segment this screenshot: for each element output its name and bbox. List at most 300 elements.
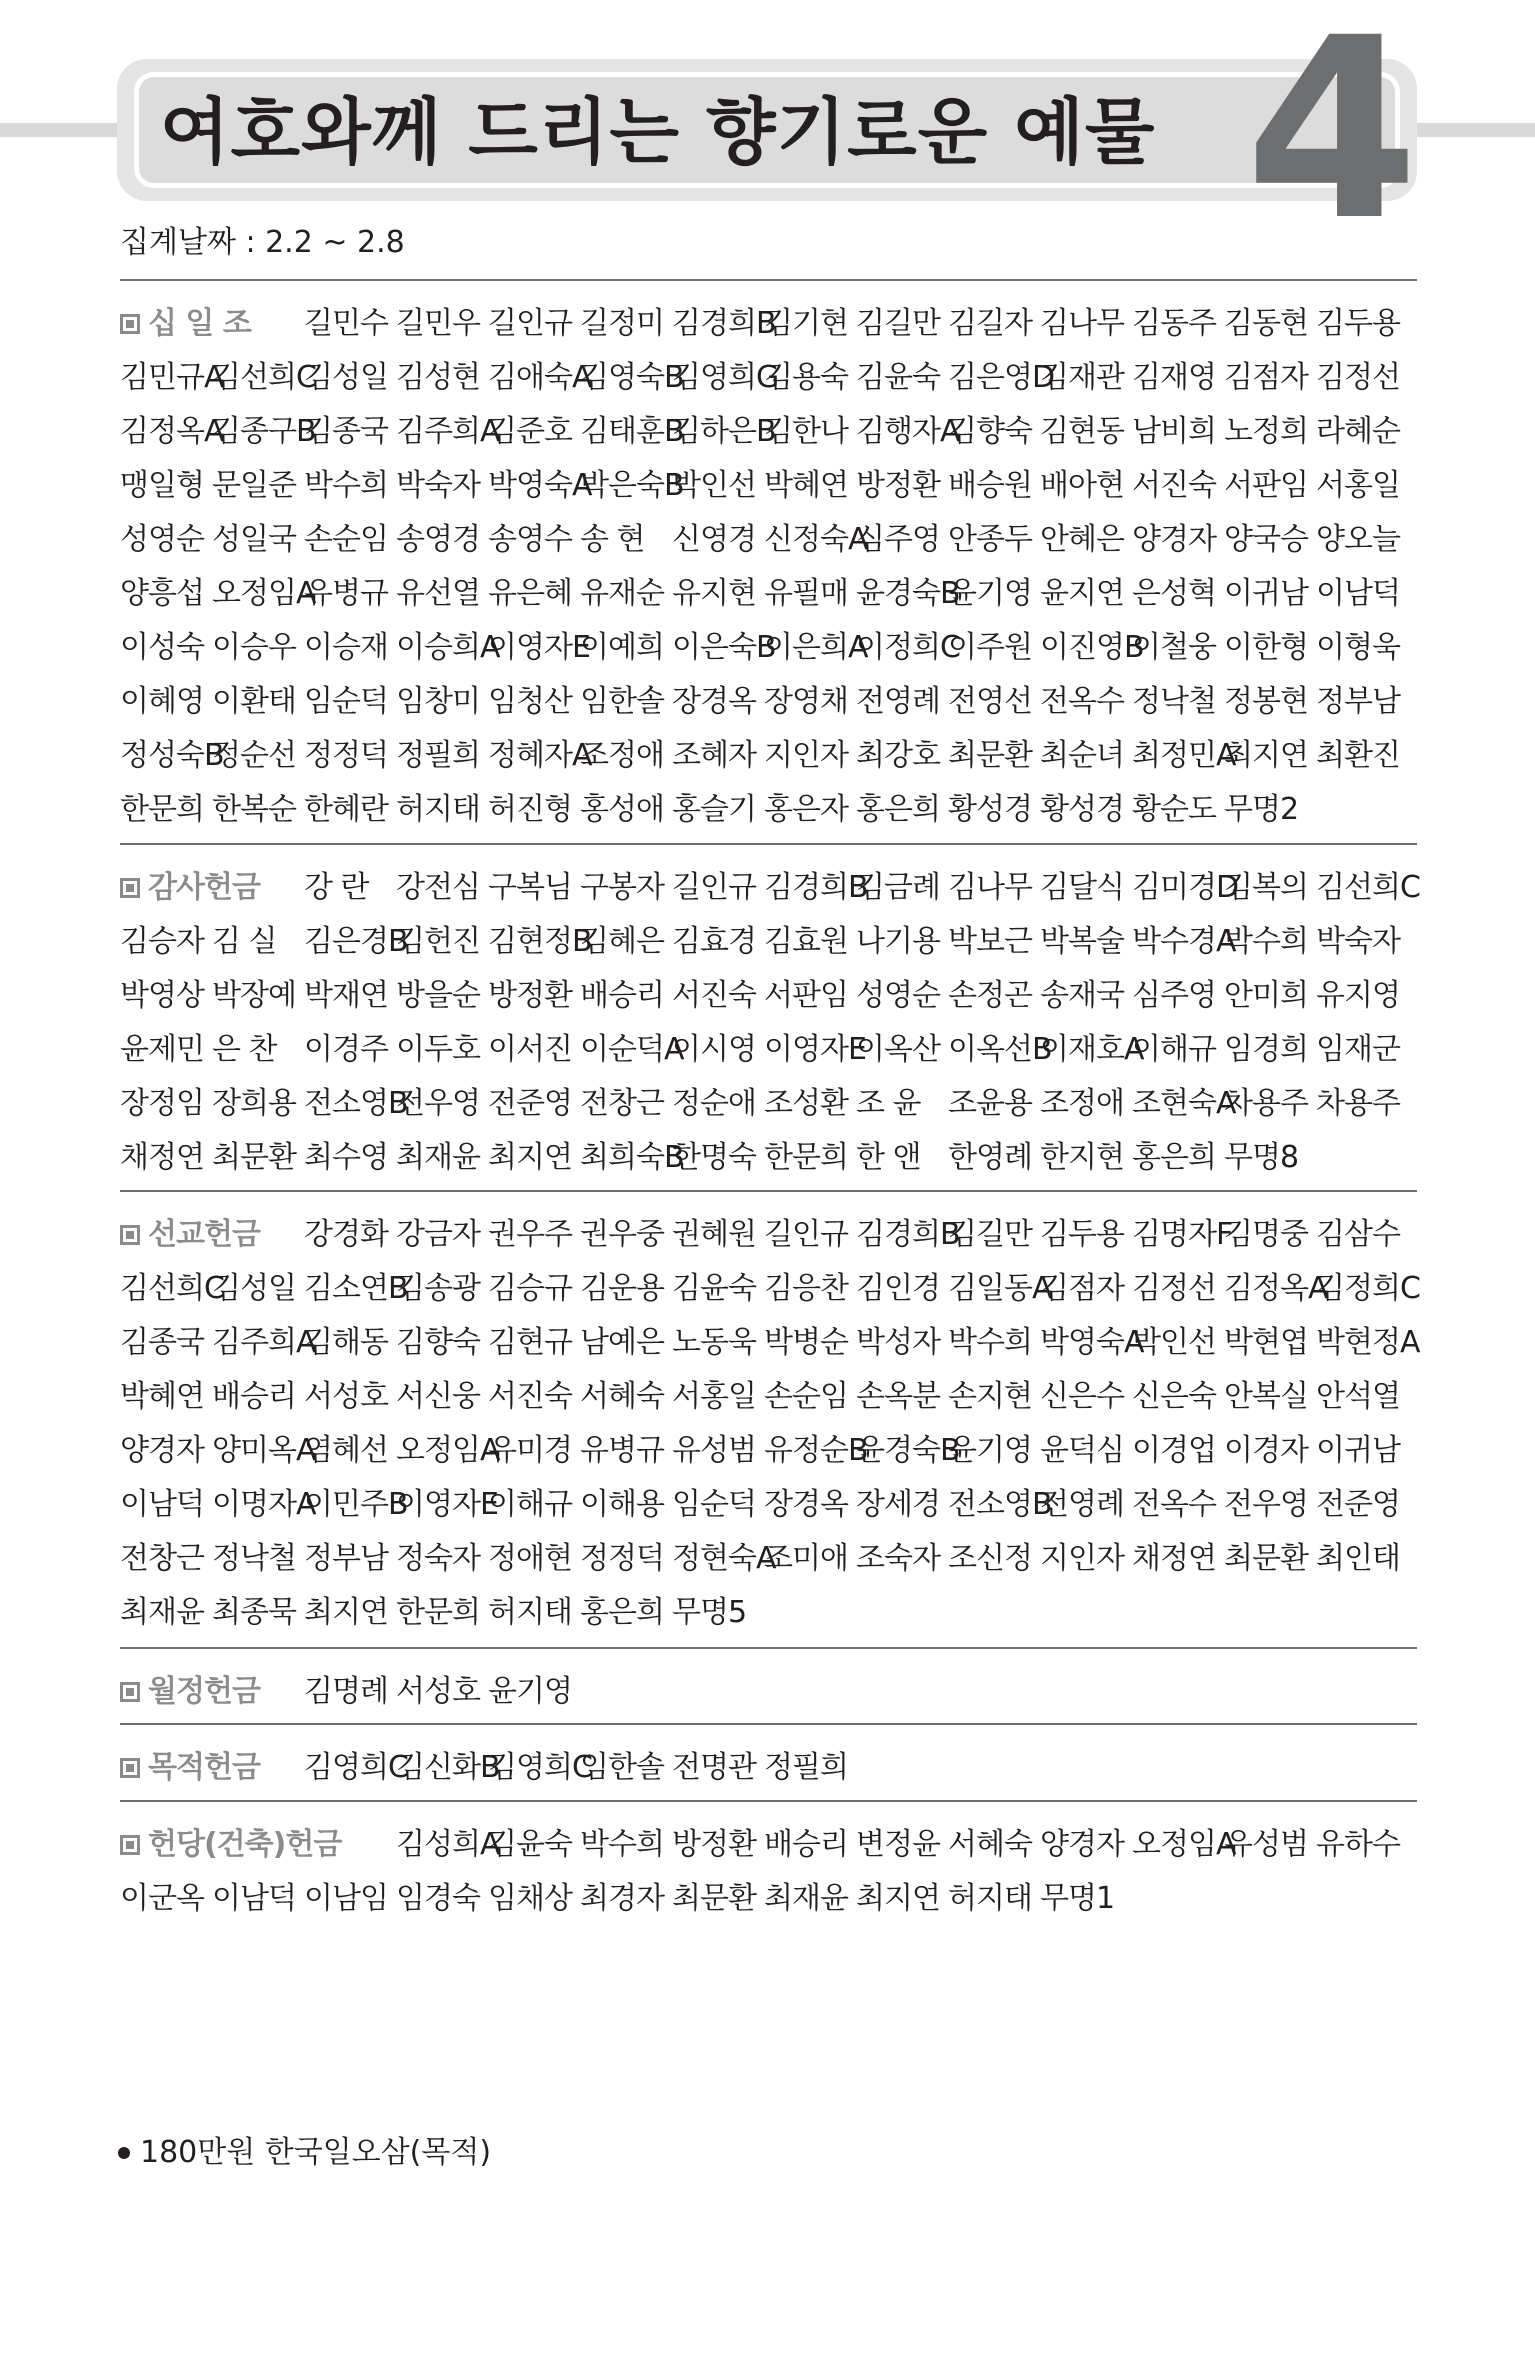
donor-name: 박숙자 xyxy=(1316,924,1400,959)
donor-name: 박숙자 xyxy=(396,468,480,503)
donor-name: 최지연 xyxy=(488,1140,572,1175)
donor-name: 배승원 xyxy=(948,468,1032,503)
donor-name: 방정환 xyxy=(672,1827,756,1862)
donor-name: 김나무 xyxy=(948,870,1032,905)
donor-name: 손정곤 xyxy=(948,978,1032,1013)
section-mission xyxy=(120,1190,1420,1640)
donor-name: 김응찬 xyxy=(764,1271,848,1306)
donor-name: 송영수 xyxy=(488,522,572,557)
donor-name: 최경자 xyxy=(580,1881,664,1916)
tally-period: 집계날짜 : 2.2 ~ 2.8 xyxy=(120,225,405,260)
donor-name: 김두용 xyxy=(1040,1217,1124,1252)
donor-name: 임채상 xyxy=(488,1881,572,1916)
donor-name: 김정희C xyxy=(1316,1271,1420,1306)
square-bullet-icon xyxy=(120,314,140,334)
donor-name: 이형욱 xyxy=(1316,630,1400,665)
donor-name: 서판임 xyxy=(1224,468,1308,503)
donor-name: 김일동A xyxy=(948,1271,1052,1306)
donor-name: 임재군 xyxy=(1316,1032,1400,1067)
donor-name: 최문환 xyxy=(212,1140,296,1175)
donor-name: 이경자 xyxy=(1224,1433,1308,1468)
donor-name: 유미경 xyxy=(488,1433,572,1468)
donor-name: 한혜란 xyxy=(304,792,388,827)
donor-name: 김한나 xyxy=(764,414,848,449)
donor-name: 김복의 xyxy=(1224,870,1308,905)
donor-name: 성일국 xyxy=(212,522,296,557)
donor-name: 박성자 xyxy=(856,1325,940,1360)
donor-name: 최종묵 xyxy=(212,1595,296,1630)
donor-name: 한지현 xyxy=(1040,1140,1124,1175)
donor-name: 권우중 xyxy=(580,1217,664,1252)
donor-name: 박수희 xyxy=(1224,924,1308,959)
donor-name: 임청산 xyxy=(488,684,572,719)
donor-name: 오정임A xyxy=(212,576,316,611)
donor-name: 이승희A xyxy=(396,630,500,665)
donor-name: 이환태 xyxy=(212,684,296,719)
donor-name: 김주희A xyxy=(396,414,500,449)
section-designated xyxy=(120,1723,1417,1795)
donor-name: 김준호 xyxy=(488,414,572,449)
donor-name: 안혜은 xyxy=(1040,522,1124,557)
donor-name: 길민우 xyxy=(396,306,480,341)
donor-name: 박혜연 xyxy=(764,468,848,503)
donor-name: 이예희 xyxy=(580,630,664,665)
header-rule-left xyxy=(0,123,130,137)
donor-name: 김길만 xyxy=(948,1217,1032,1252)
donor-name: 손옥분 xyxy=(856,1379,940,1414)
donor-name: 오정임A xyxy=(1132,1827,1236,1862)
donor-name: 전창근 xyxy=(120,1541,204,1576)
donor-name: 은 찬 xyxy=(212,1032,277,1067)
donor-name: 이명자A xyxy=(212,1487,316,1522)
donor-name: 이군옥 xyxy=(120,1881,204,1916)
donor-name: 장경옥 xyxy=(672,684,756,719)
donor-name: 오정임A xyxy=(396,1433,500,1468)
donor-name: 한문희 xyxy=(120,792,204,827)
donor-name: 최재윤 xyxy=(120,1595,204,1630)
donor-name: 권혜원 xyxy=(672,1217,756,1252)
donor-name: 김선희C xyxy=(212,360,316,395)
donor-name: 김정옥A xyxy=(120,414,224,449)
donor-name: 김영희G xyxy=(672,360,779,395)
donor-name: 박수희 xyxy=(580,1827,664,1862)
donor-name: 차용주 xyxy=(1224,1086,1308,1121)
donor-name: 전소영B xyxy=(304,1086,408,1121)
donor-name: 변정윤 xyxy=(856,1827,940,1862)
donor-name: 허지태 xyxy=(948,1881,1032,1916)
donor-name: 한문희 xyxy=(396,1595,480,1630)
donor-name: 배승리 xyxy=(580,978,664,1013)
donor-name: 이재호A xyxy=(1040,1032,1144,1067)
donor-name: 김나무 xyxy=(1040,306,1124,341)
donor-name: 김명자F xyxy=(1132,1217,1233,1252)
donor-name: 박보근 xyxy=(948,924,1032,959)
donor-name: 김행자A xyxy=(856,414,960,449)
donor-name: 양국승 xyxy=(1224,522,1308,557)
donor-name: 장희용 xyxy=(212,1086,296,1121)
donor-name: 이영자E xyxy=(764,1032,866,1067)
section-label xyxy=(120,297,304,351)
donor-name: 서홍일 xyxy=(1316,468,1400,503)
donor-name: 유정순B xyxy=(764,1433,868,1468)
donor-name: 안복실 xyxy=(1224,1379,1308,1414)
donor-name: 이경주 xyxy=(304,1032,388,1067)
donor-name: 김신화B xyxy=(396,1750,500,1785)
donor-name: 안미희 xyxy=(1224,978,1308,1013)
donor-name: 조혜자 xyxy=(672,738,756,773)
section-building xyxy=(120,1800,1417,1926)
donor-name: 문일준 xyxy=(212,468,296,503)
donor-name: 맹일형 xyxy=(120,468,204,503)
donor-name: 김명례 xyxy=(304,1674,388,1709)
section-label-text: 십 일 조 xyxy=(148,306,251,341)
donor-name: 허진형 xyxy=(488,792,572,827)
donor-name: 최환진 xyxy=(1316,738,1400,773)
donor-name: 김현규 xyxy=(488,1325,572,1360)
donor-name: 유성범 xyxy=(672,1433,756,1468)
donor-name: 정부남 xyxy=(1316,684,1400,719)
donor-name: 정낙철 xyxy=(1132,684,1216,719)
donor-name: 임경숙 xyxy=(396,1881,480,1916)
donor-name: 이남덕 xyxy=(1316,576,1400,611)
donor-name: 홍은희 xyxy=(1132,1140,1216,1175)
donor-name: 배승리 xyxy=(212,1379,296,1414)
donor-name: 김승자 xyxy=(120,924,204,959)
donor-name: 이해규 xyxy=(1132,1032,1216,1067)
section-label-text: 헌당(건축)헌금 xyxy=(148,1827,342,1862)
donor-name: 김점자 xyxy=(1224,360,1308,395)
donor-name: 윤제민 xyxy=(120,1032,204,1067)
donor-name: 전준영 xyxy=(488,1086,572,1121)
donor-name: 김길만 xyxy=(856,306,940,341)
donor-name: 박혜연 xyxy=(120,1379,204,1414)
donor-name: 김삼수 xyxy=(1316,1217,1400,1252)
donor-name: 김영희C xyxy=(304,1750,408,1785)
donor-name: 이귀남 xyxy=(1316,1433,1400,1468)
donor-name: 김은영D xyxy=(948,360,1055,395)
donor-name: 유병규 xyxy=(580,1433,664,1468)
donor-name: 박영숙A xyxy=(1040,1325,1144,1360)
donor-name: 이해규 xyxy=(488,1487,572,1522)
donor-name: 김영희C xyxy=(488,1750,592,1785)
square-bullet-icon xyxy=(120,1682,140,1702)
donor-name: 배아현 xyxy=(1040,468,1124,503)
donor-name: 윤지연 xyxy=(1040,576,1124,611)
donor-name: 전영례 xyxy=(856,684,940,719)
donor-name: 최재윤 xyxy=(396,1140,480,1175)
donor-name: 조신정 xyxy=(948,1541,1032,1576)
donor-name: 김효경 xyxy=(672,924,756,959)
donor-name: 이은희A xyxy=(764,630,868,665)
donor-name: 이남덕 xyxy=(212,1881,296,1916)
donor-name: 이철웅 xyxy=(1132,630,1216,665)
donor-name: 최강호 xyxy=(856,738,940,773)
donor-name: 이옥산 xyxy=(856,1032,940,1067)
donor-name: 나기용 xyxy=(856,924,940,959)
donor-name: 송재국 xyxy=(1040,978,1124,1013)
donor-name: 홍성애 xyxy=(580,792,664,827)
donor-name: 김성현 xyxy=(396,360,480,395)
donor-name: 김동현 xyxy=(1224,306,1308,341)
donor-name: 임창미 xyxy=(396,684,480,719)
donor-name: 최지연 xyxy=(1224,738,1308,773)
section-thanksgiving xyxy=(120,843,1420,1185)
donor-name: 최문환 xyxy=(672,1881,756,1916)
donor-name: 이두호 xyxy=(396,1032,480,1067)
donor-name: 윤기영 xyxy=(488,1674,572,1709)
donor-name: 정필희 xyxy=(396,738,480,773)
donor-name: 강경화 xyxy=(304,1217,388,1252)
donor-name: 이은숙B xyxy=(672,630,776,665)
donor-name: 송 현 xyxy=(580,522,645,557)
donor-name: 서신웅 xyxy=(396,1379,480,1414)
donor-name: 김혜은 xyxy=(580,924,664,959)
donor-name: 정순선 xyxy=(212,738,296,773)
donor-name: 방정환 xyxy=(856,468,940,503)
donor-name: 김현동 xyxy=(1040,414,1124,449)
donor-name: 황순도 xyxy=(1132,792,1216,827)
donor-name: 조윤용 xyxy=(948,1086,1032,1121)
donor-name: 장정임 xyxy=(120,1086,204,1121)
donor-name: 정부남 xyxy=(304,1541,388,1576)
donor-name: 전명관 xyxy=(672,1750,756,1785)
donor-name: 서판임 xyxy=(764,978,848,1013)
donor-name: 전창근 xyxy=(580,1086,664,1121)
donor-name: 구봉자 xyxy=(580,870,664,905)
donor-name: 조 윤 xyxy=(856,1086,921,1121)
donor-name: 김해동 xyxy=(304,1325,388,1360)
donor-name: 윤기영 xyxy=(948,576,1032,611)
donor-name: 유병규 xyxy=(304,576,388,611)
donor-name: 이민주B xyxy=(304,1487,408,1522)
donor-name: 전준영 xyxy=(1316,1487,1400,1522)
donor-name: 이진영B xyxy=(1040,630,1144,665)
donor-name: 유선열 xyxy=(396,576,480,611)
donor-name: 이귀남 xyxy=(1224,576,1308,611)
donor-name: 이남덕 xyxy=(120,1487,204,1522)
donor-name: 정봉현 xyxy=(1224,684,1308,719)
donor-name: 김경희B xyxy=(764,870,868,905)
donor-name: 김달식 xyxy=(1040,870,1124,905)
section-label-text: 선교헌금 xyxy=(148,1217,260,1252)
donor-name: 전옥수 xyxy=(1132,1487,1216,1522)
donor-name: 김주희A xyxy=(212,1325,316,1360)
donor-name: 노정희 xyxy=(1224,414,1308,449)
donor-name: 손순임 xyxy=(764,1379,848,1414)
donor-name: 윤경숙B xyxy=(856,576,960,611)
donor-name: 이주원 xyxy=(948,630,1032,665)
donor-name: 박수경A xyxy=(1132,924,1236,959)
donor-name: 정정덕 xyxy=(304,738,388,773)
section-label xyxy=(120,1665,304,1719)
donor-name: 이혜영 xyxy=(120,684,204,719)
donor-name: 윤덕심 xyxy=(1040,1433,1124,1468)
donor-name: 조현숙A xyxy=(1132,1086,1236,1121)
donor-name: 강금자 xyxy=(396,1217,480,1252)
donor-name: 최수영 xyxy=(304,1140,388,1175)
donor-name: 윤기영 xyxy=(948,1433,1032,1468)
donor-name: 최희숙B xyxy=(580,1140,684,1175)
bullet-icon xyxy=(118,2147,130,2159)
donor-name: 심주영 xyxy=(1132,978,1216,1013)
donor-name: 채정연 xyxy=(120,1140,204,1175)
donor-name: 장영채 xyxy=(764,684,848,719)
donor-name: 김민규A xyxy=(120,360,224,395)
donor-name: 유재순 xyxy=(580,576,664,611)
donor-name: 김영숙B xyxy=(580,360,684,395)
donor-name: 홍은자 xyxy=(764,792,848,827)
donor-name: 전소영B xyxy=(948,1487,1052,1522)
donor-name: 홍슬기 xyxy=(672,792,756,827)
donor-name: 박재연 xyxy=(304,978,388,1013)
donor-name: 최순녀 xyxy=(1040,738,1124,773)
donor-name: 김정선 xyxy=(1316,360,1400,395)
donor-name: 서진숙 xyxy=(488,1379,572,1414)
donor-name: 최정민A xyxy=(1132,738,1236,773)
donor-name: 김재관 xyxy=(1040,360,1124,395)
donor-name: 서홍일 xyxy=(672,1379,756,1414)
donor-name: 김소연B xyxy=(304,1271,408,1306)
donor-name: 박장예 xyxy=(212,978,296,1013)
donor-name: 박복술 xyxy=(1040,924,1124,959)
donor-name: 김선희C xyxy=(1316,870,1420,905)
donor-name: 조성환 xyxy=(764,1086,848,1121)
donor-name: 한문희 xyxy=(764,1140,848,1175)
donor-name: 은성혁 xyxy=(1132,576,1216,611)
donor-name: 채정연 xyxy=(1132,1541,1216,1576)
square-bullet-icon xyxy=(120,1835,140,1855)
donor-name: 손순임 xyxy=(304,522,388,557)
donor-name: 양경자 xyxy=(120,1433,204,1468)
donor-name: 전우영 xyxy=(396,1086,480,1121)
donor-name: 홍은희 xyxy=(856,792,940,827)
donor-name: 최문환 xyxy=(1224,1541,1308,1576)
donor-name: 남비희 xyxy=(1132,414,1216,449)
donor-name: 임한솔 xyxy=(580,684,664,719)
donor-name: 김효원 xyxy=(764,924,848,959)
donor-name: 김 실 xyxy=(212,924,277,959)
donor-name: 유필매 xyxy=(764,576,848,611)
donor-name: 노동욱 xyxy=(672,1325,756,1360)
donor-name: 길민수 xyxy=(304,306,388,341)
donor-name: 최재윤 xyxy=(764,1881,848,1916)
donor-name: 김애숙A xyxy=(488,360,592,395)
donor-name: 김향숙 xyxy=(948,414,1032,449)
donor-name: 이순덕A xyxy=(580,1032,684,1067)
donor-name: 조정애 xyxy=(580,738,664,773)
donor-name: 정혜자A xyxy=(488,738,592,773)
donor-name: 정숙자 xyxy=(396,1541,480,1576)
donor-name: 성영순 xyxy=(120,522,204,557)
donor-name: 이남임 xyxy=(304,1881,388,1916)
donor-name: 양오늘 xyxy=(1316,522,1400,557)
donor-name: 이승재 xyxy=(304,630,388,665)
donor-name: 지인자 xyxy=(1040,1541,1124,1576)
donor-name: 김운용 xyxy=(580,1271,664,1306)
donor-name: 방정환 xyxy=(488,978,572,1013)
section-label xyxy=(120,1818,396,1872)
donor-name: 신정숙A xyxy=(764,522,868,557)
donor-name: 한 앤 xyxy=(856,1140,921,1175)
donor-name: 유은혜 xyxy=(488,576,572,611)
donor-name: 무명1 xyxy=(1040,1881,1115,1916)
donor-name: 무명2 xyxy=(1224,792,1299,827)
donor-name: 윤경숙B xyxy=(856,1433,960,1468)
section-monthly xyxy=(120,1647,1417,1719)
donor-name: 권우주 xyxy=(488,1217,572,1252)
donor-name: 이영자E xyxy=(488,630,590,665)
donor-name: 황성경 xyxy=(1040,792,1124,827)
donor-name: 최지연 xyxy=(304,1595,388,1630)
section-label xyxy=(120,861,304,915)
donor-name: 박현정A xyxy=(1316,1325,1420,1360)
donor-name: 정순애 xyxy=(672,1086,756,1121)
section-label xyxy=(120,1208,304,1262)
donor-name: 이경업 xyxy=(1132,1433,1216,1468)
donor-name: 김은경B xyxy=(304,924,408,959)
donor-name: 이옥선B xyxy=(948,1032,1052,1067)
donor-name: 김향숙 xyxy=(396,1325,480,1360)
donor-name: 김성희A xyxy=(396,1827,500,1862)
donor-name: 김종국 xyxy=(304,414,388,449)
donor-name: 허지태 xyxy=(396,792,480,827)
donor-name: 유하수 xyxy=(1316,1827,1400,1862)
donor-name: 양경자 xyxy=(1040,1827,1124,1862)
header-rule-right xyxy=(1405,123,1535,137)
donor-name: 장세경 xyxy=(856,1487,940,1522)
donor-name: 김승규 xyxy=(488,1271,572,1306)
donor-name: 정정덕 xyxy=(580,1541,664,1576)
donor-name: 무명5 xyxy=(672,1595,747,1630)
donor-name: 염혜선 xyxy=(304,1433,388,1468)
donor-name: 남예은 xyxy=(580,1325,664,1360)
donor-name: 길인규 xyxy=(764,1217,848,1252)
donor-name: 박병순 xyxy=(764,1325,848,1360)
section-label-text: 월정헌금 xyxy=(148,1674,260,1709)
donor-name: 김현정B xyxy=(488,924,592,959)
donor-name: 정필희 xyxy=(764,1750,848,1785)
donor-name: 김윤숙 xyxy=(672,1271,756,1306)
donor-name: 지인자 xyxy=(764,738,848,773)
donor-name: 홍은희 xyxy=(580,1595,664,1630)
donor-name: 라혜순 xyxy=(1316,414,1400,449)
donor-name: 조정애 xyxy=(1040,1086,1124,1121)
donor-name: 전영례 xyxy=(1040,1487,1124,1522)
donor-name: 김정옥A xyxy=(1224,1271,1328,1306)
donor-name: 박인선 xyxy=(672,468,756,503)
donor-name: 유지현 xyxy=(672,576,756,611)
donor-name: 양미옥A xyxy=(212,1433,316,1468)
donor-name: 이시영 xyxy=(672,1032,756,1067)
donor-name: 김하은B xyxy=(672,414,776,449)
donor-name: 박은숙B xyxy=(580,468,684,503)
footnote xyxy=(118,2133,491,2173)
donor-name: 황성경 xyxy=(948,792,1032,827)
donor-name: 김송광 xyxy=(396,1271,480,1306)
donor-name: 김종국 xyxy=(120,1325,204,1360)
donor-name: 김두용 xyxy=(1316,306,1400,341)
square-bullet-icon xyxy=(120,1758,140,1778)
donor-name: 김종구B xyxy=(212,414,316,449)
donor-name: 김동주 xyxy=(1132,306,1216,341)
donor-name: 한복순 xyxy=(212,792,296,827)
page-title: 여호와께 드리는 향기로운 예물 xyxy=(160,90,1156,174)
donor-name: 장경옥 xyxy=(764,1487,848,1522)
square-bullet-icon xyxy=(120,1225,140,1245)
donor-name: 김성일 xyxy=(212,1271,296,1306)
donor-name: 이서진 xyxy=(488,1032,572,1067)
donor-name: 신은숙 xyxy=(1132,1379,1216,1414)
